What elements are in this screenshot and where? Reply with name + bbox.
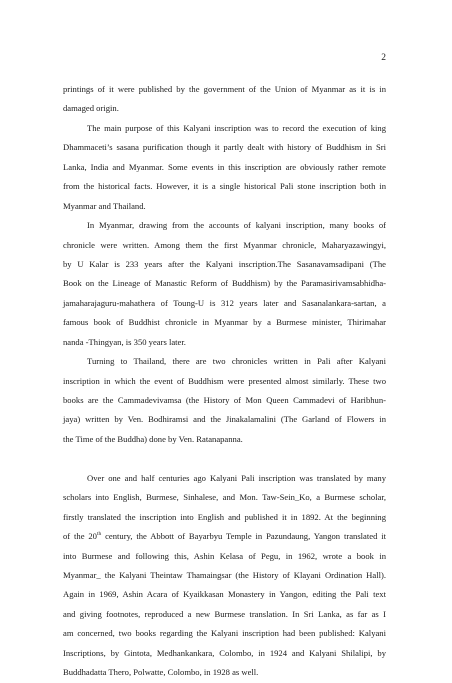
text-line <box>63 449 386 468</box>
text-line: Over one and half centuries ago Kalyani Pali inscription was translated by many <box>87 472 386 483</box>
text-line: jaya) written by Ven. Bodhiramsi and the Jinakalamalini (The Garland of Flowers in <box>63 414 386 425</box>
text-line: am concerned, two books regarding the Kalyani inscription had been published: Kalyani <box>63 628 386 639</box>
superscript: th <box>96 531 102 538</box>
text-line: jamaharajaguru-mahathera of Toung-U is 312 years later and Sasanalankara-sartan, a <box>63 297 386 308</box>
text-line: nanda -Thingyan, is 350 years later. <box>63 336 186 347</box>
text-line: firstly translated the inscription into English and published it in 1892. At the beginning <box>63 511 386 522</box>
text-line: Buddhadatta Thero, Polwatte, Colombo, in 1928 as well. <box>63 667 259 678</box>
text-line: and giving footnotes, reproduced a new Burmese translation. In Sri Lanka, as far as I <box>63 608 386 619</box>
text-line: Inscriptions, by Gintota, Medhankankara, Colombo, in 1924 and Kalyani Shilalipi, by <box>63 647 386 658</box>
text-line: into Burmese and following this, Ashin Kelasa of Pegu, in 1962, wrote a book in <box>63 550 386 561</box>
text-line: Myanmar_ the Kalyani Theintaw Thamaingsar (the History of Klayani Ordination Hall). <box>63 569 386 580</box>
text-line: In Myanmar, drawing from the accounts of kalyani inscription, many books of <box>87 220 386 231</box>
text-line: from the historical facts. However, it is a single historical Pali stone inscription both in <box>63 181 386 192</box>
text-line: Book on the Lineage of Manastic Reform of Buddhism) by the Paramasirivamsabhidha- <box>63 278 386 289</box>
text-line: inscription in which the event of Buddhism were presented almost similarly. These two <box>63 375 386 386</box>
text-line: Lanka, India and Myanmar. Some events in this inscription are obviously rather remote <box>63 161 386 172</box>
text-line: damaged origin. <box>63 103 119 114</box>
page-number: 2 <box>381 53 386 63</box>
text-line: Dhammaceti’s sasana purification though it partly dealt with history of Buddhism in Sri <box>63 142 386 153</box>
text-line-segment: of the 20 <box>63 531 97 542</box>
text-line: Again in 1969, Ashin Acara of Kyaikkasan Monastery in Yangon, editing the Pali text <box>63 589 386 600</box>
text-line: scholars into English, Burmese, Sinhalese, and Mon. Taw-Sein_Ko, a Burmese scholar, <box>63 492 386 503</box>
text-line: books are the Cammadevivamsa (the History of Mon Queen Cammadevi of Haribhun- <box>63 395 386 405</box>
text-line: Myanmar and Thailand. <box>63 200 146 211</box>
text-line: Turning to Thailand, there are two chronicles written in Pali after Kalyani <box>87 356 386 367</box>
text-line: famous book of Buddhist chronicle in Myanmar by a Burmese minister, Thirimahar <box>63 317 386 328</box>
text-line-segment: century, the Abbott of Bayarbyu Temple in Pazundaung, Yangon translated it <box>101 531 386 542</box>
text-line <box>63 527 386 546</box>
text-line: by U Kalar is 233 years after the Kalyani inscription.The Sasanavamsadipani (The <box>63 258 386 269</box>
text-line: the Time of the Buddha) done by Ven. Ratanapanna. <box>63 433 243 444</box>
text-line: printings of it were published by the government of the Union of Myanmar as it is in <box>63 84 386 94</box>
body-text <box>63 80 386 683</box>
text-line: The main purpose of this Kalyani inscription was to record the execution of king <box>87 122 386 133</box>
text-line: chronicle were written. Among them the first Myanmar chronicle, Maharyazawingyi, <box>63 239 386 250</box>
